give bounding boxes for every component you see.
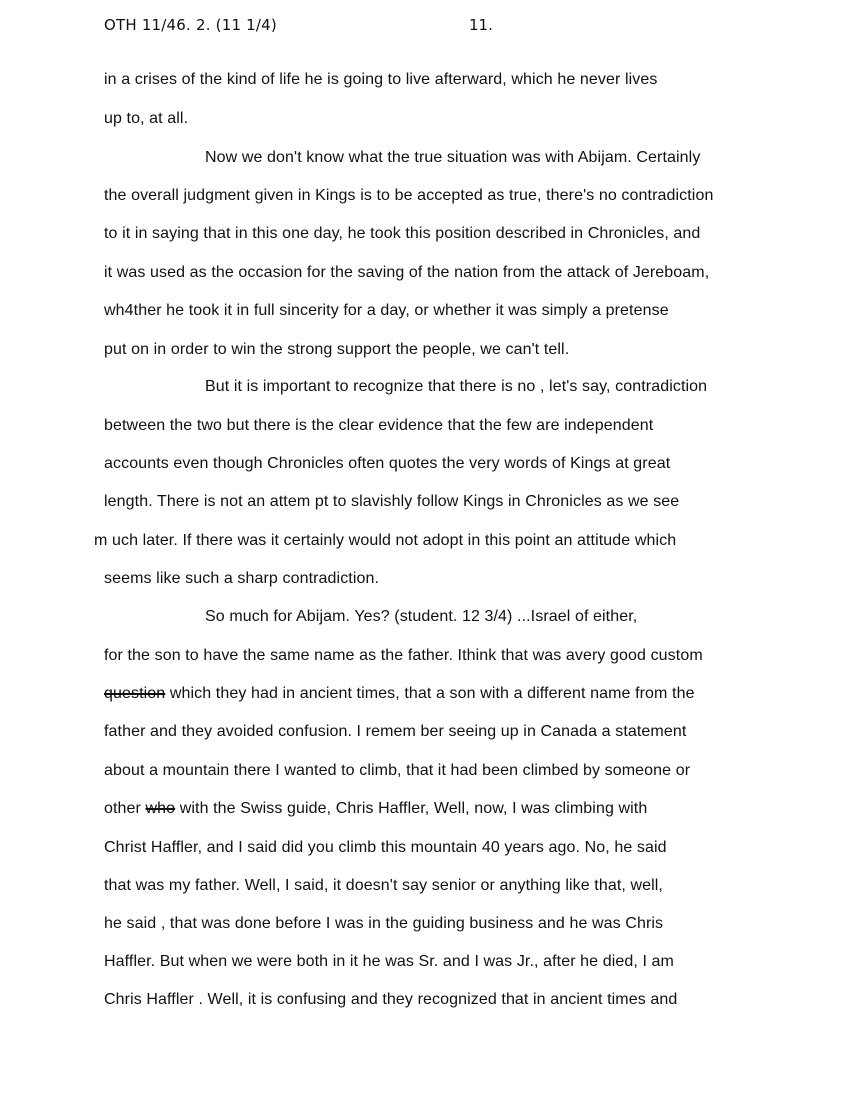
- text-line: wh4ther he took it in full sincerity for a day, or whether it was simply a pretense: [104, 302, 669, 319]
- document-reference: OTH 11/46. 2. (11 1/4): [104, 16, 277, 34]
- page-number: 11.: [469, 16, 493, 34]
- text-line: about a mountain there I wanted to climb, that it had been climbed by someone or: [104, 762, 691, 779]
- text-segment: other: [104, 800, 146, 817]
- text-line: he said , that was done before I was in the guiding business and he was Chris: [104, 915, 664, 932]
- text-line: [104, 800, 647, 818]
- text-line: accounts even though Chronicles often quotes the very words of Kings at great: [104, 455, 671, 472]
- text-line: up to, at all.: [104, 110, 189, 127]
- paragraph-start: So much for Abijam. Yes? (student. 12 3/4) ...Israel of either,: [205, 608, 638, 625]
- text-line: seems like such a sharp contradiction.: [104, 570, 380, 587]
- text-line: in a crises of the kind of life he is going to live afterward, which he never lives: [104, 71, 658, 88]
- struck-word: question: [104, 685, 166, 702]
- text-line: put on in order to win the strong support the people, we can't tell.: [104, 341, 570, 358]
- text-line: [104, 685, 695, 703]
- text-line: m uch later. If there was it certainly would not adopt in this point an attitude which: [94, 532, 677, 549]
- text-line: Chris Haffler . Well, it is confusing and they recognized that in ancient times and: [104, 991, 678, 1008]
- text-line: length. There is not an attem pt to slavishly follow Kings in Chronicles as we see: [104, 493, 680, 510]
- text-line: to it in saying that in this one day, he took this position described in Chronicles, and: [104, 225, 701, 242]
- text-segment: which they had in ancient times, that a son with a different name from the: [165, 685, 695, 702]
- text-line: it was used as the occasion for the saving of the nation from the attack of Jereboam,: [104, 264, 710, 281]
- text-segment: with the Swiss guide, Chris Haffler, Well, now, I was climbing with: [175, 800, 648, 817]
- struck-word: who: [145, 800, 176, 817]
- paragraph-start: But it is important to recognize that there is no , let's say, contradiction: [205, 378, 708, 395]
- paragraph-start: Now we don't know what the true situation was with Abijam. Certainly: [205, 149, 701, 166]
- text-line: the overall judgment given in Kings is to be accepted as true, there's no contradiction: [104, 187, 714, 204]
- text-line: Haffler. But when we were both in it he was Sr. and I was Jr., after he died, I am: [104, 953, 674, 970]
- text-line: father and they avoided confusion. I remem ber seeing up in Canada a statement: [104, 723, 687, 740]
- text-line: Christ Haffler, and I said did you climb this mountain 40 years ago. No, he said: [104, 839, 667, 856]
- text-line: between the two but there is the clear evidence that the few are independent: [104, 417, 654, 434]
- text-line: for the son to have the same name as the father. Ithink that was avery good custom: [104, 647, 703, 664]
- text-line: that was my father. Well, I said, it doesn't say senior or anything like that, well,: [104, 877, 663, 894]
